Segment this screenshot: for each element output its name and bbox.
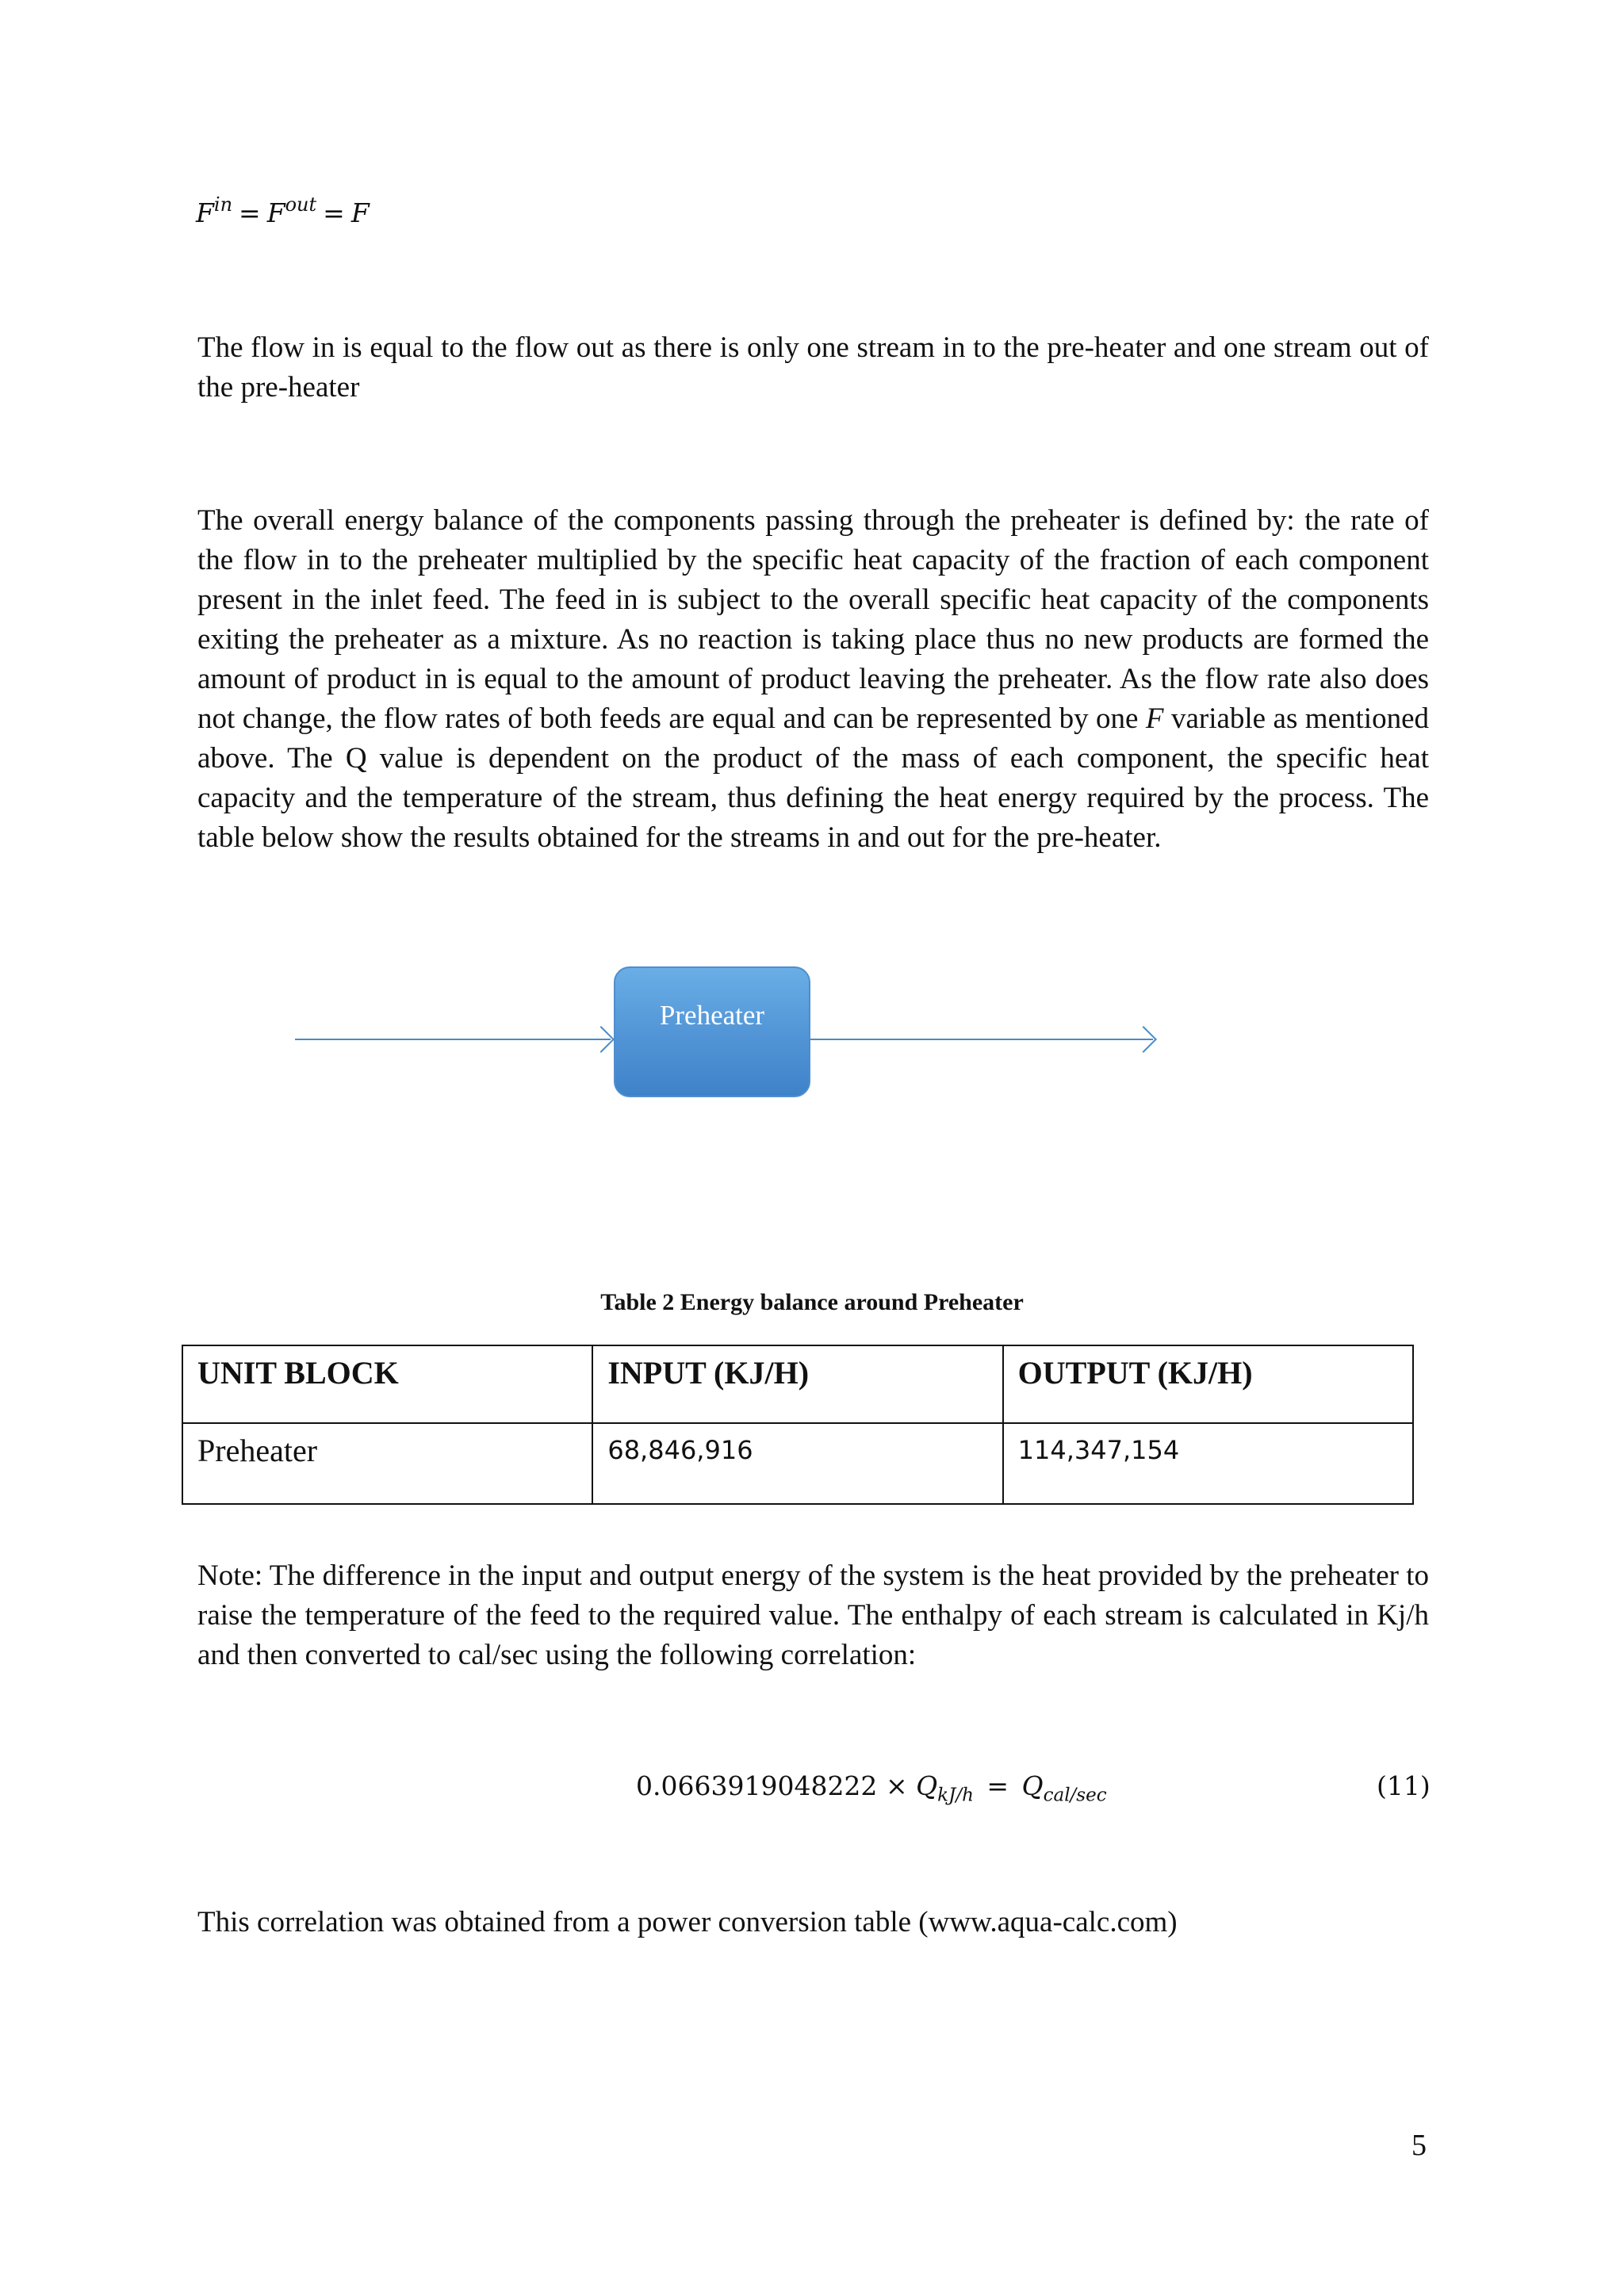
header-unit-block: UNIT BLOCK — [182, 1345, 592, 1423]
header-input: INPUT (KJ/H) — [592, 1345, 1002, 1423]
eq-equals: = — [986, 1770, 1009, 1801]
table-caption: Table 2 Energy balance around Preheater — [600, 1289, 1024, 1315]
paragraph-energy-part2: variable as mentioned above. The Q value is dependent on the product of the mass of each component, the specific heat capacity and the temperature of the stream, thus defining the heat energy required by the process. The table below show the results obtained for the streams in and out for the pre-heater. — [197, 702, 1429, 854]
eq-f-base-2: F — [266, 197, 285, 228]
eq-equals-1: = — [239, 197, 261, 228]
cell-unit-block: Preheater — [182, 1423, 592, 1504]
eq-q-out: Q — [1021, 1770, 1044, 1801]
paragraph-note: Note: The difference in the input and output energy of the system is the heat provided by the preheater to raise the temperature of the feed to the required value. The enthalpy of each stream is calculated in Kj/h and then converted to cal/sec using the following correlation: — [197, 1559, 1429, 1671]
table-header-row — [182, 1345, 1413, 1423]
eq-times: × — [885, 1770, 908, 1801]
paragraph-source: This correlation was obtained from a power conversion table (www.aqua-calc.com) — [197, 1906, 1178, 1938]
paragraph-energy-part1: The overall energy balance of the components passing through the preheater is defined by: the rate of the flow in to the preheater multiplied by the specific heat capacity of the fraction of each component present in the inlet feed. The feed in is subject to the overall specific heat capacity of the components exiting the preheater as a mixture. As no reaction is taking place thus no new products are formed the amount of product in is equal to the amount of product leaving the preheater. As the flow rate also does not change, the flow rates of both feeds are equal and can be represented by one — [197, 504, 1429, 735]
cell-input: 68,846,916 — [592, 1423, 1002, 1504]
eq-q-out-sub: cal/sec — [1043, 1785, 1107, 1806]
eq-coefficient: 0.0663919048222 — [636, 1770, 878, 1801]
outlet-stream-line — [810, 1039, 1153, 1040]
eq-sup-in: in — [213, 193, 233, 216]
inlet-stream-line — [295, 1039, 611, 1040]
paragraph-energy-balance — [197, 501, 1429, 858]
eq-equals-2: = — [323, 197, 345, 228]
eq-q-in-sub: kJ/h — [937, 1785, 974, 1806]
outlet-arrow-head — [1130, 1026, 1157, 1053]
eq-rhs: F — [350, 197, 370, 228]
eq-q-in: Q — [916, 1770, 938, 1801]
equation-number: (11) — [1377, 1770, 1431, 1801]
table-row — [182, 1423, 1413, 1504]
flow-equation — [196, 193, 370, 228]
preheater-block: Preheater — [614, 966, 810, 1097]
conversion-equation — [636, 1770, 1107, 1806]
eq-sup-out: out — [285, 193, 317, 216]
eq-f-base: F — [196, 197, 214, 228]
header-output: OUTPUT (KJ/H) — [1003, 1345, 1413, 1423]
inlet-arrow-head — [588, 1026, 615, 1053]
energy-balance-table — [182, 1345, 1414, 1505]
page-number: 5 — [1411, 2129, 1427, 2162]
paragraph-energy-var: F — [1145, 702, 1164, 735]
paragraph-flow: The flow in is equal to the flow out as there is only one stream in to the pre-heater and one stream out of the pre-heater — [197, 331, 1429, 404]
cell-output: 114,347,154 — [1003, 1423, 1413, 1504]
